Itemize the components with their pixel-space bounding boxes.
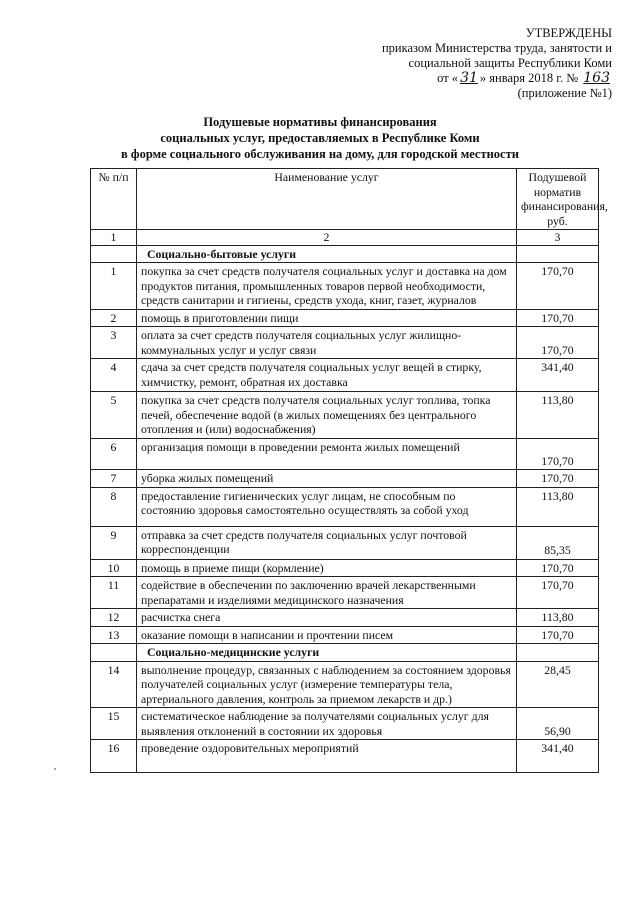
norm-value: 170,70 xyxy=(517,439,599,470)
approval-line: социальной защиты Республики Коми xyxy=(408,56,612,70)
service-name: сдача за счет средств получателя социальных услуг вещей в стирку, химчистку, ремонт, обратная их доставка xyxy=(137,359,517,392)
table-row xyxy=(91,470,599,488)
appendix-label: (приложение №1) xyxy=(517,86,612,100)
table-row xyxy=(91,359,599,392)
service-name: выполнение процедур, связанных с наблюдением за состоянием здоровья получателей социальных услуг (измерение температуры тела, артериального давления, контроль за приемом лекарств и др.) xyxy=(137,661,517,708)
header-name: Наименование услуг xyxy=(137,169,517,230)
norm-value: 85,35 xyxy=(517,526,599,559)
row-number: 1 xyxy=(91,263,137,310)
norm-value: 341,40 xyxy=(517,359,599,392)
table-row xyxy=(91,439,599,470)
norm-value: 170,70 xyxy=(517,626,599,644)
section-title: Социально-медицинские услуги xyxy=(137,644,517,662)
service-name: предоставление гигиенических услуг лицам, не способным по состоянию здоровья самостоятельно осуществлять за собой уход xyxy=(137,487,517,526)
table-row xyxy=(91,609,599,627)
service-name: содействие в обеспечении по заключению врачей лекарственными препаратами и изделиями медицинского назначения xyxy=(137,577,517,609)
header-value: Подушевой норматив финансирования, руб. xyxy=(517,169,599,230)
header-num: № п/п xyxy=(91,169,137,230)
section-row xyxy=(91,245,599,263)
row-number: 10 xyxy=(91,559,137,577)
service-name: покупка за счет средств получателя социальных услуг топлива, топка печей, обеспечение водой (в жилых помещениях без центрального отопления и (или) водоснабжения) xyxy=(137,392,517,439)
header-row xyxy=(91,169,599,230)
service-name: оказание помощи в написании и прочтении писем xyxy=(137,626,517,644)
section-row xyxy=(91,644,599,662)
norms-table xyxy=(90,168,608,773)
service-name: покупка за счет средств получателя социальных услуг и доставка на дом продуктов питания, промышленных товаров первой необходимости, средств санитарии и гигиены, средств ухода, книг, газет, журналов xyxy=(137,263,517,310)
table-row xyxy=(91,526,599,559)
title-line: в форме социального обслуживания на дому, для городской местности xyxy=(121,147,519,161)
table-row xyxy=(91,626,599,644)
scan-speck xyxy=(54,768,56,770)
table-row xyxy=(91,577,599,609)
service-name: организация помощи в проведении ремонта жилых помещений xyxy=(137,439,517,470)
order-day: 31 xyxy=(460,70,478,86)
service-name: уборка жилых помещений xyxy=(137,470,517,488)
row-number: 7 xyxy=(91,470,137,488)
row-number: 8 xyxy=(91,487,137,526)
column-number: 2 xyxy=(137,230,517,246)
norm-value: 170,70 xyxy=(517,327,599,359)
table-row xyxy=(91,661,599,708)
row-number: 6 xyxy=(91,439,137,470)
norm-value: 170,70 xyxy=(517,309,599,327)
column-number-row xyxy=(91,230,599,246)
norm-value: 170,70 xyxy=(517,263,599,310)
order-number: 163 xyxy=(583,70,610,86)
document-title xyxy=(70,114,570,162)
service-name: проведение оздоровительных мероприятий xyxy=(137,740,517,773)
service-name: помощь в приеме пищи (кормление) xyxy=(137,559,517,577)
date-middle: » января 2018 г. № xyxy=(479,71,579,85)
service-name: оплата за счет средств получателя социальных услуг жилищно-коммунальных услуг и услуг связи xyxy=(137,327,517,359)
norm-value: 170,70 xyxy=(517,577,599,609)
table-row xyxy=(91,327,599,359)
approval-heading: УТВЕРЖДЕНЫ xyxy=(525,26,612,40)
approval-block xyxy=(312,26,612,101)
date-prefix: от « xyxy=(437,71,459,85)
norm-value: 170,70 xyxy=(517,559,599,577)
column-number: 1 xyxy=(91,230,137,246)
table-row xyxy=(91,740,599,773)
table-row xyxy=(91,392,599,439)
section-title: Социально-бытовые услуги xyxy=(137,245,517,263)
service-name: расчистка снега xyxy=(137,609,517,627)
order-date-line xyxy=(312,71,612,86)
norm-value: 170,70 xyxy=(517,470,599,488)
row-number: 13 xyxy=(91,626,137,644)
norm-value: 113,80 xyxy=(517,609,599,627)
row-number: 12 xyxy=(91,609,137,627)
row-number: 5 xyxy=(91,392,137,439)
title-line: социальных услуг, предоставляемых в Республике Коми xyxy=(160,131,480,145)
service-name: систематическое наблюдение за получателями социальных услуг для выявления отклонений в состоянии их здоровья xyxy=(137,708,517,740)
service-name: помощь в приготовлении пищи xyxy=(137,309,517,327)
table-row xyxy=(91,263,599,310)
service-name: отправка за счет средств получателя социальных услуг почтовой корреспонденции xyxy=(137,526,517,559)
row-number: 16 xyxy=(91,740,137,773)
row-number: 2 xyxy=(91,309,137,327)
row-number: 14 xyxy=(91,661,137,708)
norm-value: 113,80 xyxy=(517,392,599,439)
approval-line: приказом Министерства труда, занятости и xyxy=(381,41,612,55)
title-line: Подушевые нормативы финансирования xyxy=(203,115,437,129)
norm-value: 113,80 xyxy=(517,487,599,526)
row-number: 9 xyxy=(91,526,137,559)
column-number: 3 xyxy=(517,230,599,246)
norm-value: 28,45 xyxy=(517,661,599,708)
table-row xyxy=(91,559,599,577)
row-number: 11 xyxy=(91,577,137,609)
row-number: 3 xyxy=(91,327,137,359)
table-row xyxy=(91,309,599,327)
norm-value: 56,90 xyxy=(517,708,599,740)
table-row xyxy=(91,708,599,740)
row-number: 15 xyxy=(91,708,137,740)
row-number: 4 xyxy=(91,359,137,392)
norm-value: 341,40 xyxy=(517,740,599,773)
table-row xyxy=(91,487,599,526)
